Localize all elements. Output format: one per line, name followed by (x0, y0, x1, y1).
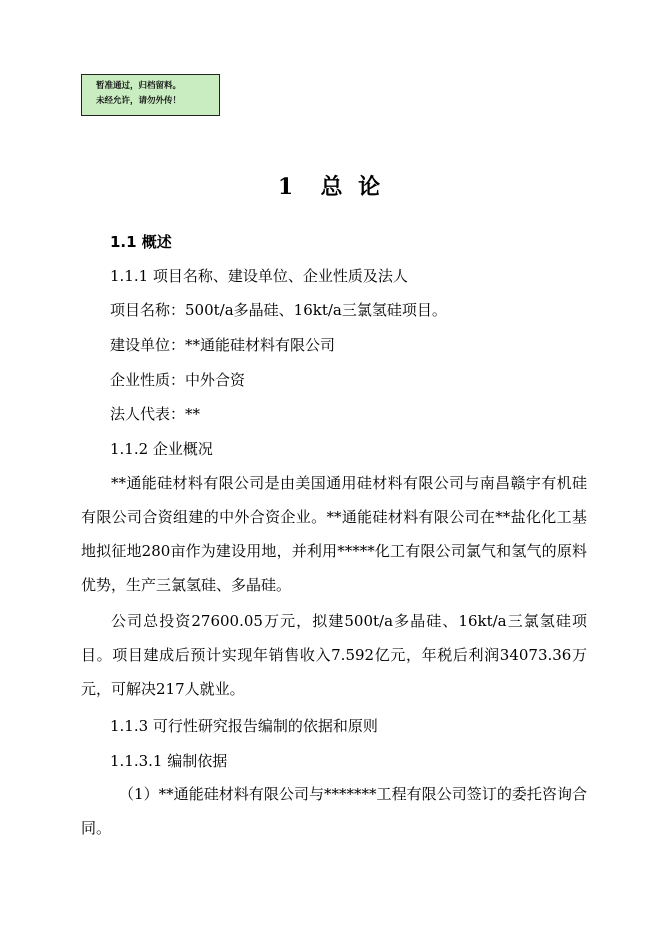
paragraph-company-overview: **通能硅材料有限公司是由美国通用硅材料有限公司与南昌赣宇有机硅有限公司合资组建的中外合资企业。**通能硅材料有限公司在**盐化化工基地拟征地280亩作为建设用地，并利用*****化工有限公司氯气和氢气的原料优势，生产三氯氢硅、多晶硅。 (81, 474, 587, 594)
subsection-heading-1-1-3-1: 1.1.3.1 编制依据 (110, 752, 228, 770)
legal-representative-line: 法人代表：** (110, 405, 201, 423)
section-heading-1-1: 1.1 概述 (110, 233, 172, 251)
approval-stamp (81, 74, 220, 116)
stamp-line-2: 未经允许，请勿外传！ (96, 96, 182, 106)
builder-line: 建设单位：**通能硅材料有限公司 (110, 336, 336, 354)
paragraph-investment: 公司总投资27600.05万元，拟建500t/a多晶硅、16kt/a三氯氢硅项目。项目建成后预计实现年销售收入7.592亿元，年税后利润34073.36万元，可解决217人就业。 (81, 612, 587, 698)
project-name-line: 项目名称：500t/a多晶硅、16kt/a三氯氢硅项目。 (110, 301, 447, 319)
chapter-title: 1 总 论 (277, 174, 385, 200)
paragraph-basis-1: （1）**通能硅材料有限公司与*******工程有限公司签订的委托咨询合同。 (81, 785, 587, 837)
company-nature-line: 企业性质：中外合资 (110, 371, 246, 389)
subsection-heading-1-1-2: 1.1.2 企业概况 (110, 440, 213, 458)
stamp-line-1: 暂准通过，归档留料。 (96, 81, 182, 91)
subsection-heading-1-1-1: 1.1.1 项目名称、建设单位、企业性质及法人 (110, 267, 408, 285)
subsection-heading-1-1-3: 1.1.3 可行性研究报告编制的依据和原则 (110, 717, 378, 735)
